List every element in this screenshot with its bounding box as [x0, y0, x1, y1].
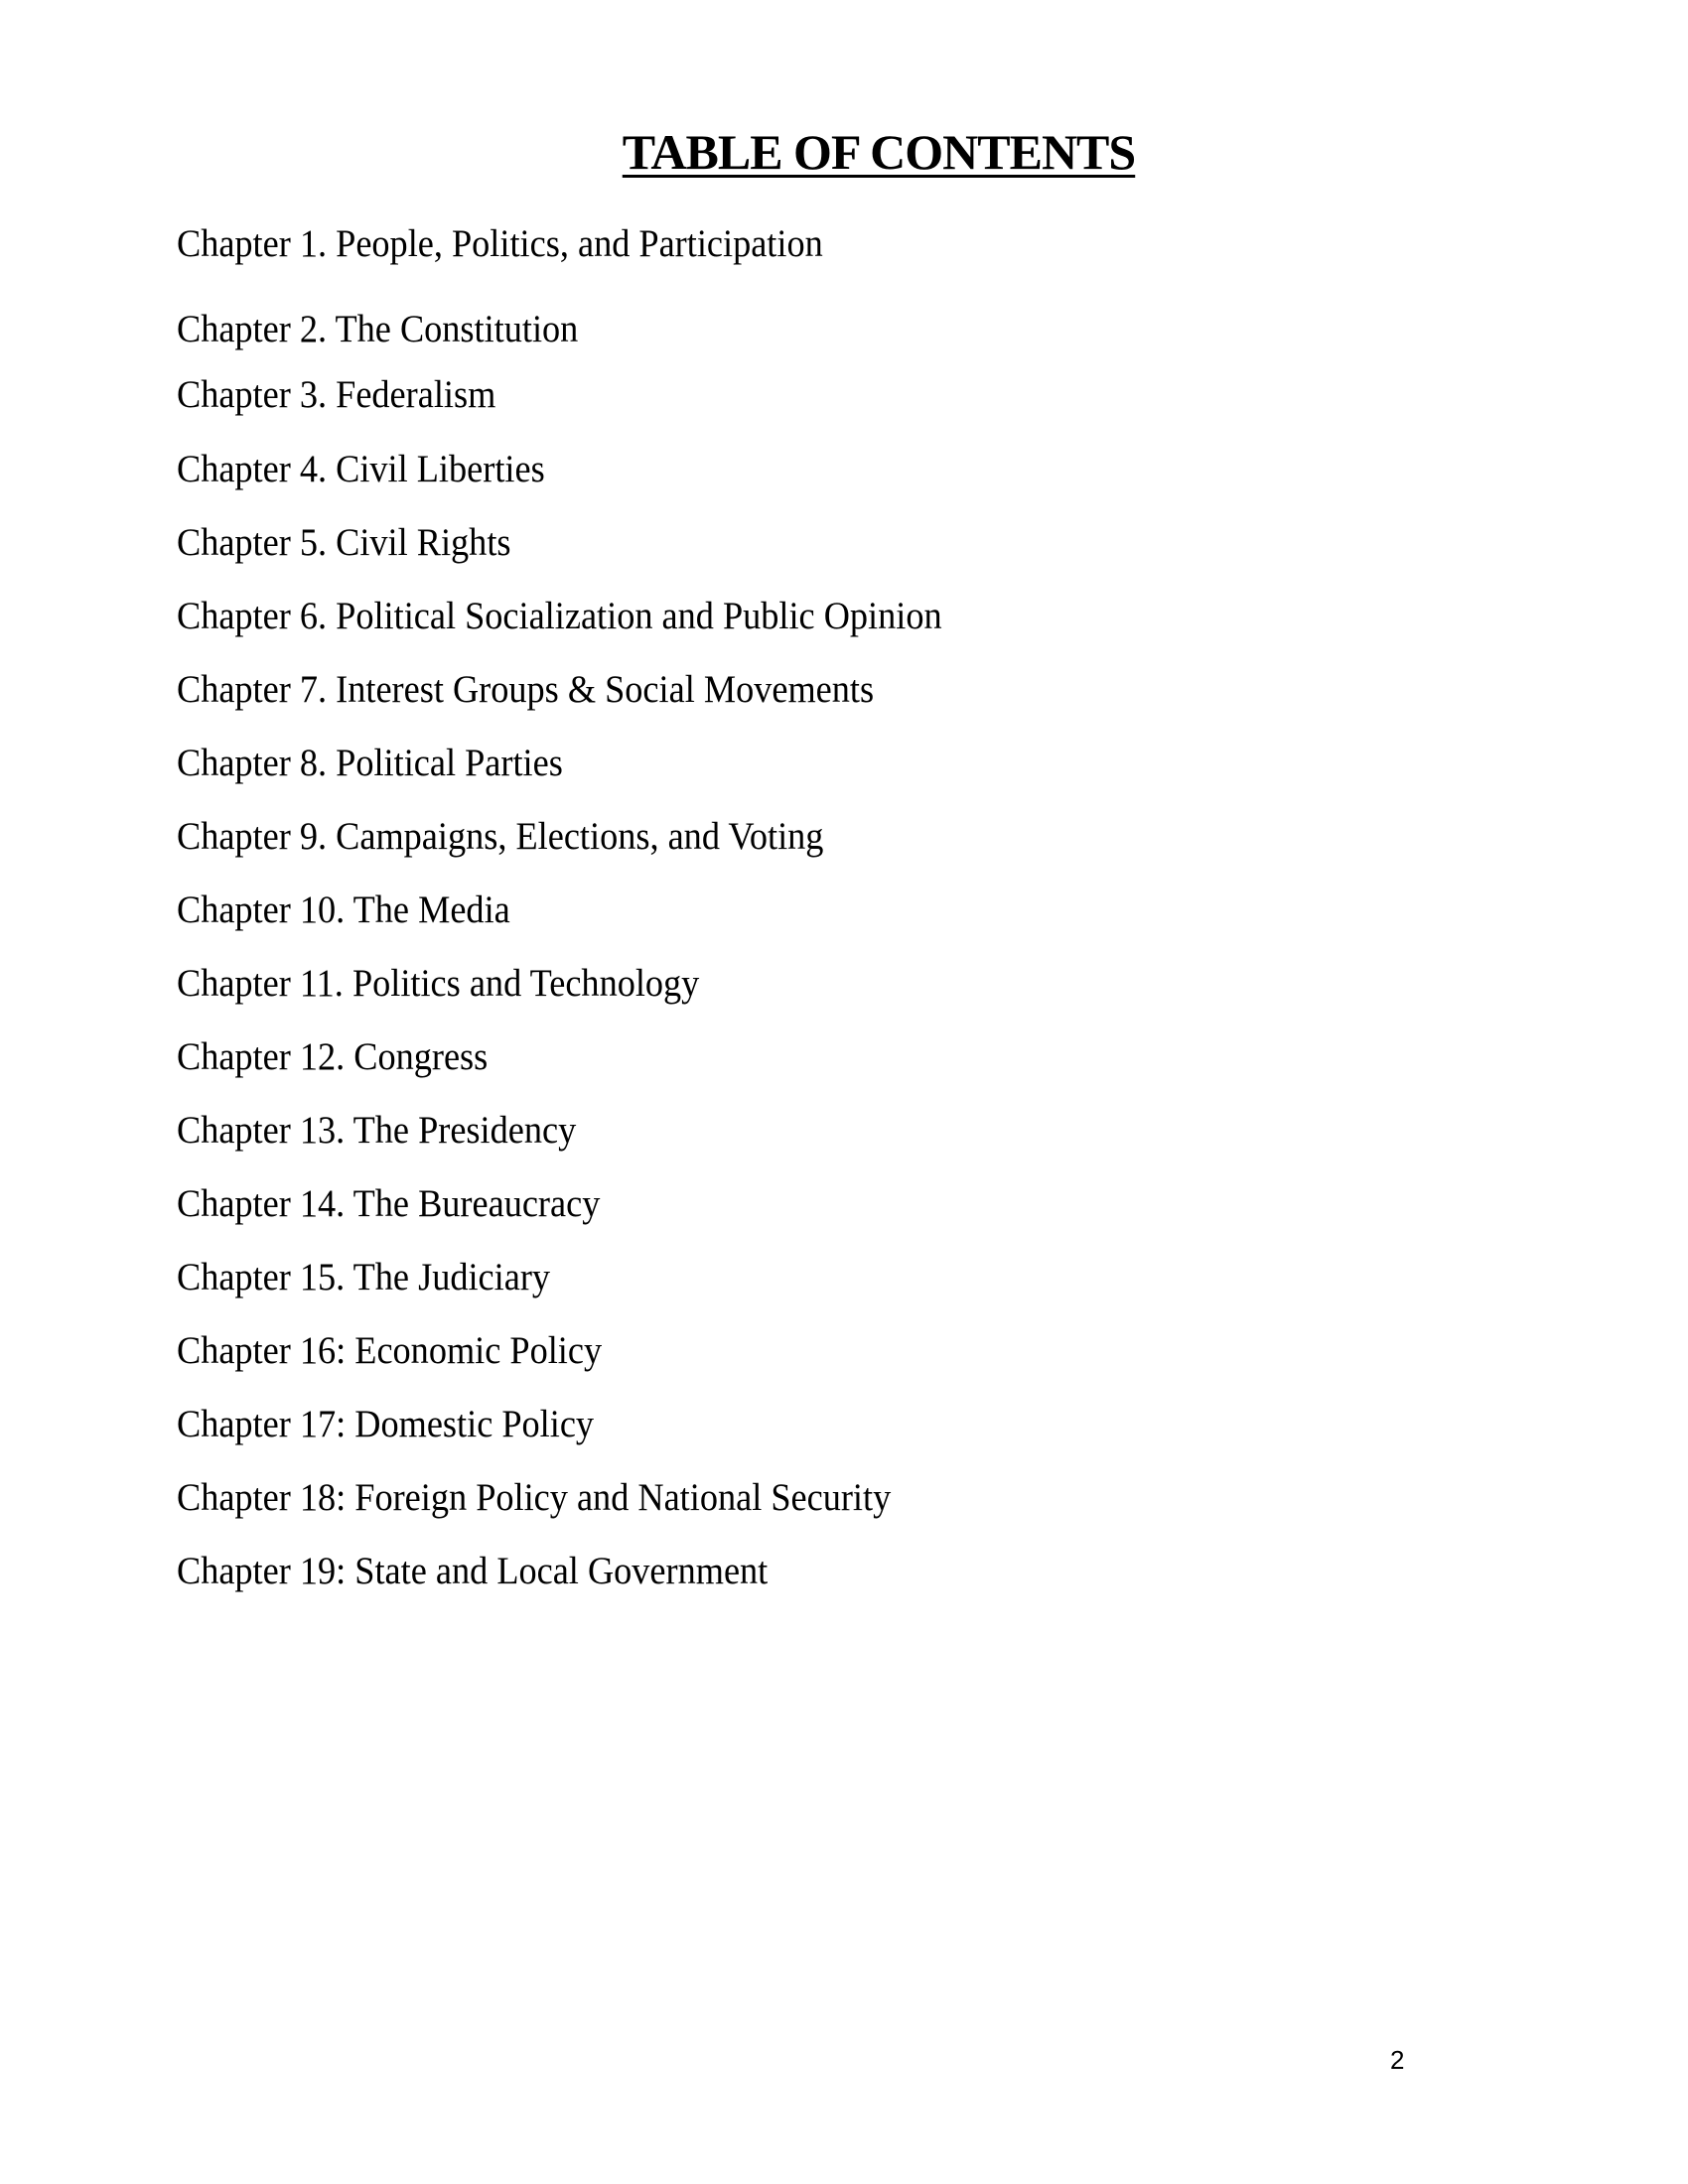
toc-entry-chapter-1[interactable]: Chapter 1. People, Politics, and Participation	[177, 222, 823, 265]
toc-entry-chapter-15[interactable]: Chapter 15. The Judiciary	[177, 1256, 551, 1298]
toc-entry-chapter-3[interactable]: Chapter 3. Federalism	[177, 373, 496, 416]
toc-entry-chapter-17[interactable]: Chapter 17: Domestic Policy	[177, 1403, 595, 1445]
toc-entry-chapter-4[interactable]: Chapter 4. Civil Liberties	[177, 448, 545, 490]
toc-entry-chapter-9[interactable]: Chapter 9. Campaigns, Elections, and Voting	[177, 815, 824, 858]
toc-entry-chapter-7[interactable]: Chapter 7. Interest Groups & Social Movements	[177, 668, 875, 711]
toc-entry-chapter-18[interactable]: Chapter 18: Foreign Policy and National Security	[177, 1476, 892, 1519]
toc-entry-chapter-11[interactable]: Chapter 11. Politics and Technology	[177, 962, 700, 1005]
toc-entry-chapter-14[interactable]: Chapter 14. The Bureaucracy	[177, 1182, 601, 1225]
toc-heading	[0, 123, 1688, 181]
page-number: 2	[1390, 2045, 1405, 2075]
toc-entry-chapter-19[interactable]: Chapter 19: State and Local Government	[177, 1550, 769, 1592]
toc-entry-chapter-5[interactable]: Chapter 5. Civil Rights	[177, 521, 511, 564]
toc-entry-chapter-6[interactable]: Chapter 6. Political Socialization and Public Opinion	[177, 595, 942, 637]
toc-entry-chapter-12[interactable]: Chapter 12. Congress	[177, 1035, 489, 1078]
toc-entry-chapter-2[interactable]: Chapter 2. The Constitution	[177, 308, 579, 350]
toc-entry-chapter-16[interactable]: Chapter 16: Economic Policy	[177, 1329, 603, 1372]
toc-entry-chapter-13[interactable]: Chapter 13. The Presidency	[177, 1109, 577, 1152]
toc-entry-chapter-8[interactable]: Chapter 8. Political Parties	[177, 742, 563, 784]
toc-entry-chapter-10[interactable]: Chapter 10. The Media	[177, 888, 510, 931]
toc-heading-text: TABLE OF CONTENTS	[622, 124, 1136, 180]
